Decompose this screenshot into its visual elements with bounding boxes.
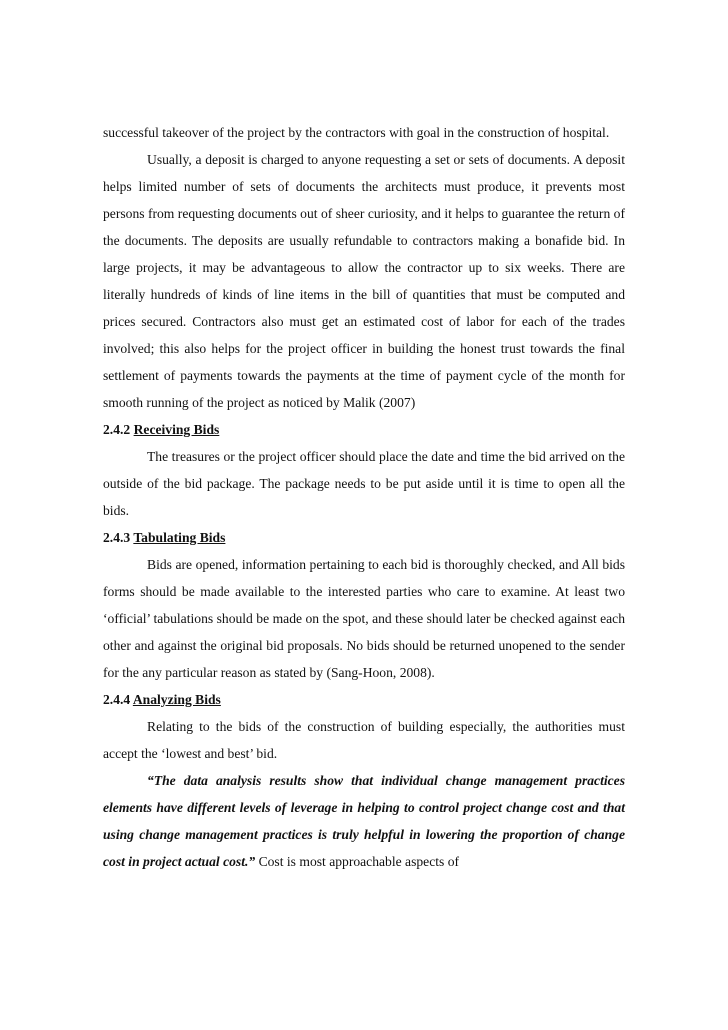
paragraph-deposit: Usually, a deposit is charged to anyone requesting a set or sets of documents. A deposit helps limited number of sets of documents the architects must produce, it prevents most persons from requesting documents out of sheer curiosity, and it helps to guarantee the return of the documents. The deposits are usually refundable to contractors making a bonafide bid. In large projects, it may be advantageous to allow the contractor up to six weeks. There are literally hundreds of kinds of line items in the bill of quantities that must be computed and prices secured. Contractors also must get an estimated cost of labor for each of the trades involved; this also helps for the project officer in building the honest trust towards the final settlement of payments towards the payments at the time of payment cycle of the month for smooth running of the project as noticed by Malik (2007) — [103, 152, 625, 410]
section-title: Analyzing Bids — [132, 692, 221, 707]
section-number: 2.4.2 — [103, 422, 134, 437]
paragraph-lowest-best-bid: Relating to the bids of the construction of building especially, the authorities must accept the ‘lowest and best’ bid. — [103, 719, 625, 761]
section-number: 2.4.3 — [103, 530, 134, 545]
section-heading-tabulating-bids — [103, 524, 625, 551]
paragraph-receiving-bids: The treasures or the project officer should place the date and time the bid arrived on the outside of the bid package. The package needs to be put aside until it is time to open all the bids. — [103, 449, 625, 518]
quoted-finding: “The data analysis results show that individual change management practices elements have different levels of leverage in helping to control project change cost and that using change management practices is truly helpful in lowering the proportion of change cost in project actual cost.” — [103, 773, 625, 869]
paragraph-continuation: Cost is most approachable aspects of — [255, 854, 460, 869]
section-number: 2.4.4 — [103, 692, 133, 707]
section-title: Receiving Bids — [133, 422, 220, 437]
paragraph-hospital-takeover: successful takeover of the project by the contractors with goal in the construction of hospital. — [103, 125, 610, 140]
document-page — [103, 119, 625, 875]
section-title: Tabulating Bids — [133, 530, 226, 545]
section-heading-receiving-bids — [103, 416, 625, 443]
paragraph-quote — [103, 767, 625, 875]
section-heading-analyzing-bids — [103, 686, 625, 713]
paragraph-tabulating-bids: Bids are opened, information pertaining to each bid is thoroughly checked, and All bids forms should be made available to the interested parties who care to examine. At least two ‘official’ tabulations should be made on the spot, and these should later be checked against each other and against the original bid proposals. No bids should be returned unopened to the sender for the any particular reason as stated by (Sang-Hoon, 2008). — [103, 557, 625, 680]
